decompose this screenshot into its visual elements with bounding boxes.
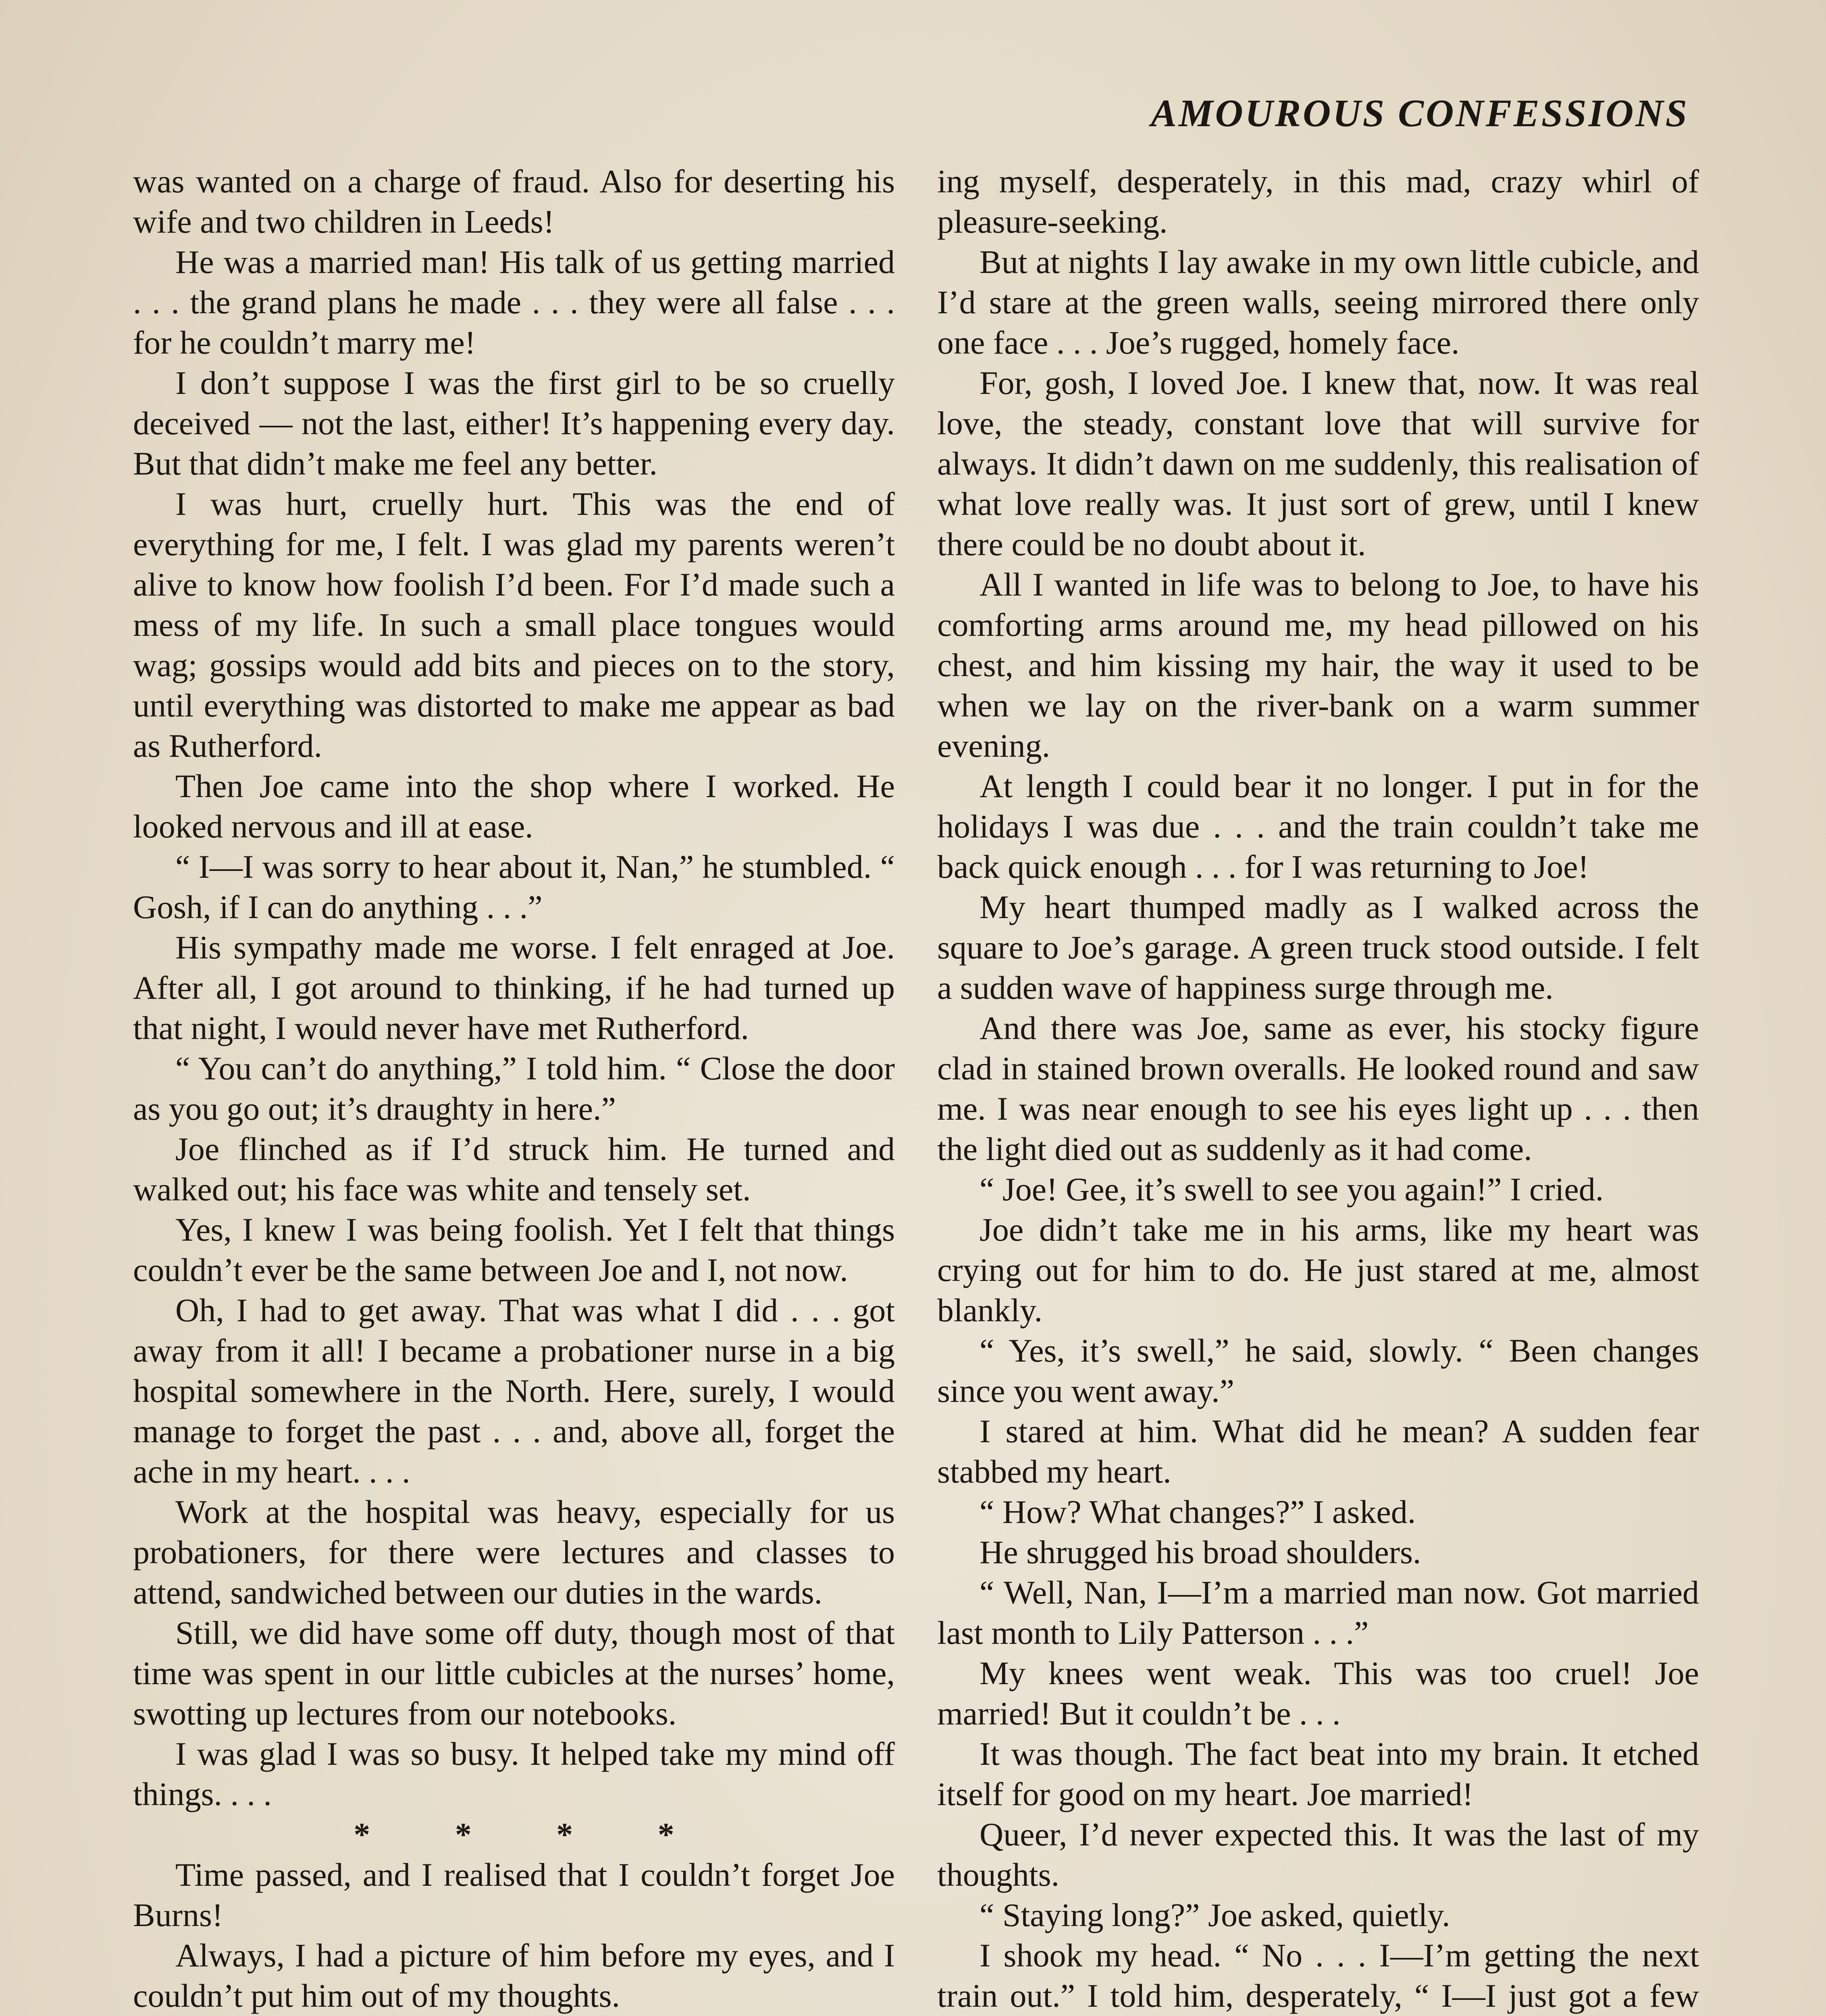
paragraph: And there was Joe, same as ever, his stocky figure clad in stained brown overalls. He looked round and saw me. I was near enough to see his eyes light up . . . then the light died out as suddenly as it had come. [937, 1010, 1699, 1167]
paragraph: All I wanted in life was to belong to Joe, to have his comforting arms around me, my head pillowed on his chest, and him kissing my hair, the way it used to be when we lay on the river-bank on a warm summer evening. [937, 566, 1699, 764]
paragraph: It was though. The fact beat into my brain. It etched itself for good on my heart. Joe married! [937, 1735, 1699, 1812]
paragraph: ing myself, desperately, in this mad, crazy whirl of pleasure-seeking. [937, 163, 1699, 240]
paragraph: I was glad I was so busy. It helped take my mind off things. . . . [133, 1735, 895, 1812]
paragraph: “ Well, Nan, I—I’m a married man now. Got married last month to Lily Patterson . . .” [937, 1574, 1699, 1651]
paragraph: “ How? What changes?” I asked. [980, 1493, 1416, 1530]
paragraph: I stared at him. What did he mean? A sudden fear stabbed my heart. [937, 1413, 1699, 1490]
left-column [133, 161, 895, 2016]
paragraph: Work at the hospital was heavy, especially for us probationers, for there were lectures and classes to attend, sandwiched between our duties in the wards. [133, 1493, 895, 1611]
paragraph: He shrugged his broad shoulders. [980, 1534, 1421, 1570]
paragraph: “ Yes, it’s swell,” he said, slowly. “ Been changes since you went away.” [937, 1332, 1699, 1409]
paragraph: For, gosh, I loved Joe. I knew that, now. It was real love, the steady, constant love that will survive for always. It didn’t dawn on me suddenly, this realisation of what love really was. It just sort of grew, until I knew there could be no doubt about it. [937, 364, 1699, 562]
paragraph: Then Joe came into the shop where I worked. He looked nervous and ill at ease. [133, 768, 895, 845]
paragraph: Yes, I knew I was being foolish. Yet I felt that things couldn’t ever be the same between Joe and I, not now. [133, 1211, 895, 1288]
paragraph: Oh, I had to get away. That was what I did . . . got away from it all! I became a probationer nurse in a big hospital somewhere in the North. Here, surely, I would manage to forget the past . . . and, above all, forget the ache in my heart. . . . [133, 1292, 895, 1490]
paragraph: I don’t suppose I was the first girl to be so cruelly deceived — not the last, either! It’s happening every day. But that didn’t make me feel any better. [133, 364, 895, 482]
paragraph: “ Staying long?” Joe asked, quietly. [980, 1897, 1450, 1933]
paragraph: was wanted on a charge of fraud. Also for deserting his wife and two children in Leeds! [133, 163, 895, 240]
paragraph: But at nights I lay awake in my own little cubicle, and I’d stare at the green walls, seeing mirrored there only one face . . . Joe’s rugged, homely face. [937, 244, 1699, 361]
paragraph: Still, we did have some off duty, though most of that time was spent in our little cubicles at the nurses’ home, swotting up lectures from our notebooks. [133, 1614, 895, 1732]
right-column [937, 161, 1699, 2016]
paragraph: At length I could bear it no longer. I put in for the holidays I was due . . . and the train couldn’t take me back quick enough . . . for I was returning to Joe! [937, 768, 1699, 885]
paragraph: Time passed, and I realised that I couldn’t forget Joe Burns! [133, 1856, 895, 1933]
paragraph: Joe didn’t take me in his arms, like my heart was crying out for him to do. He just stared at me, almost blankly. [937, 1211, 1699, 1329]
paragraph: He was a married man! His talk of us getting married . . . the grand plans he made . . . they were all false . . . for he couldn’t marry me! [133, 244, 895, 361]
paragraph: Joe flinched as if I’d struck him. He turned and walked out; his face was white and tensely set. [133, 1131, 895, 1208]
paragraph: Queer, I’d never expected this. It was the last of my thoughts. [937, 1816, 1699, 1893]
paragraph: “ I—I was sorry to hear about it, Nan,” he stumbled. “ Gosh, if I can do anything . . .” [133, 848, 895, 925]
paragraph: My heart thumped madly as I walked across the square to Joe’s garage. A green truck stood outside. I felt a sudden wave of happiness surge through me. [937, 889, 1699, 1006]
paragraph: I was hurt, cruelly hurt. This was the end of everything for me, I felt. I was glad my parents weren’t alive to know how foolish I’d been. For I’d made such a mess of my life. In such a small place tongues would wag; gossips would add bits and pieces on to the story, until everything was distorted to make me appear as bad as Rutherford. [133, 485, 895, 764]
paragraph: Always, I had a picture of him before my eyes, and I couldn’t put him out of my thoughts. [133, 1937, 895, 2014]
section-separator: * * * * [354, 1816, 674, 1853]
paragraph: His sympathy made me worse. I felt enraged at Joe. After all, I got around to thinking, if he had turned up that night, I would never have met Rutherford. [133, 929, 895, 1046]
paragraph: I shook my head. “ No . . . I—I’m getting the next train out.” I told him, desperately, “ I—I just got a few [937, 1937, 1699, 2014]
running-title: AMOUROUS CONFESSIONS [1150, 92, 1689, 135]
paragraph: My knees went weak. This was too cruel! Joe married! But it couldn’t be . . . [937, 1655, 1699, 1732]
paragraph: “ You can’t do anything,” I told him. “ Close the door as you go out; it’s draughty in here.” [133, 1050, 895, 1127]
paragraph: “ Joe! Gee, it’s swell to see you again!” I cried. [980, 1171, 1604, 1208]
